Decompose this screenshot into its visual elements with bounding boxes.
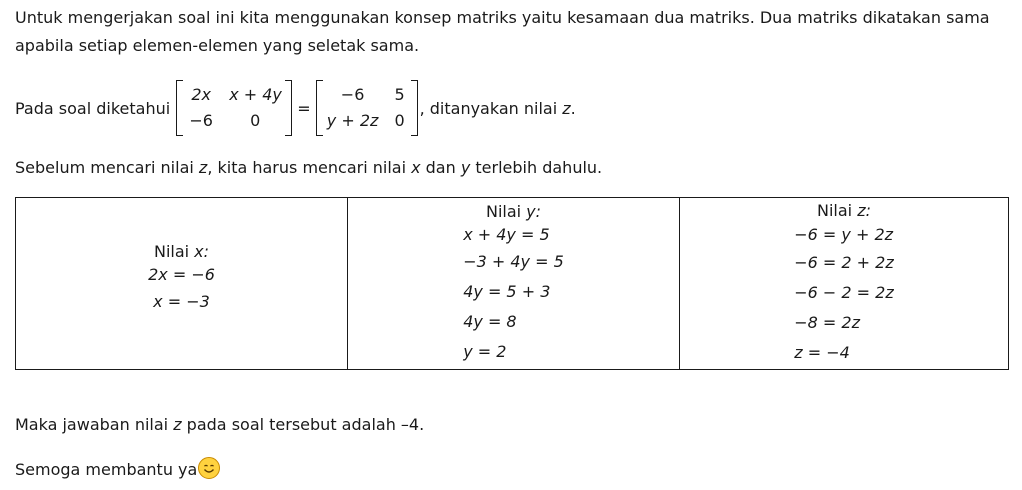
cell-y-line: 4y = 5 + 3	[463, 281, 551, 301]
problem-suffix-end: .	[570, 98, 576, 118]
matrix-right	[316, 80, 418, 136]
cell-z-line: −6 = y + 2z	[794, 224, 894, 244]
matrix-left	[176, 80, 292, 136]
answer-line: Maka jawaban nilai z pada soal tersebut adalah –4.	[15, 415, 425, 434]
matrix-right-b22: 0	[394, 111, 405, 130]
before-line: Sebelum mencari nilai z, kita harus mencari nilai x dan y terlebih dahulu.	[15, 158, 603, 177]
cell-y-heading: Nilai y:	[485, 201, 542, 221]
steps-table	[15, 197, 1009, 370]
matrix-left-a21: −6	[189, 111, 213, 130]
cell-y-line: 4y = 8	[463, 311, 517, 331]
cell-z-heading: Nilai z:	[817, 200, 871, 220]
cell-x-heading: Nilai x:	[153, 241, 210, 261]
cell-nilai-y	[348, 198, 680, 370]
equals-sign: =	[297, 98, 311, 118]
cell-z-line: −6 = 2 + 2z	[794, 252, 894, 272]
matrix-right-b12: 5	[394, 85, 405, 104]
matrix-left-a11: 2x	[191, 85, 212, 104]
cell-nilai-x	[16, 198, 348, 370]
cell-x-line: x = −3	[153, 291, 210, 311]
problem-prefix: Pada soal diketahui	[15, 98, 171, 118]
closing-line	[15, 457, 220, 479]
problem-statement	[15, 80, 576, 136]
cell-y-line: −3 + 4y = 5	[463, 251, 564, 271]
problem-suffix-var: z	[562, 98, 571, 118]
cell-y-line: y = 2	[463, 341, 507, 361]
problem-suffix: , ditanyakan nilai	[419, 98, 563, 118]
smiling-face-icon	[198, 457, 220, 479]
matrix-left-a22: 0	[250, 111, 261, 130]
closing-text: Semoga membantu ya	[15, 460, 198, 479]
cell-z-line: −6 − 2 = 2z	[794, 282, 894, 302]
matrix-left-a12: x + 4y	[229, 85, 282, 104]
cell-x-line: 2x = −6	[148, 264, 215, 284]
matrix-right-b21: y + 2z	[326, 111, 379, 130]
cell-z-line: z = −4	[794, 342, 850, 362]
cell-nilai-z	[680, 198, 1009, 370]
cell-z-line: −8 = 2z	[794, 312, 860, 332]
cell-y-line: x + 4y = 5	[463, 224, 550, 244]
intro-line-1: Untuk mengerjakan soal ini kita menggunakan konsep matriks yaitu kesamaan dua matriks. Dua matriks dikatakan sama	[15, 8, 990, 27]
intro-line-2: apabila setiap elemen-elemen yang seletak sama.	[15, 36, 420, 55]
matrix-right-b11: −6	[340, 85, 365, 104]
